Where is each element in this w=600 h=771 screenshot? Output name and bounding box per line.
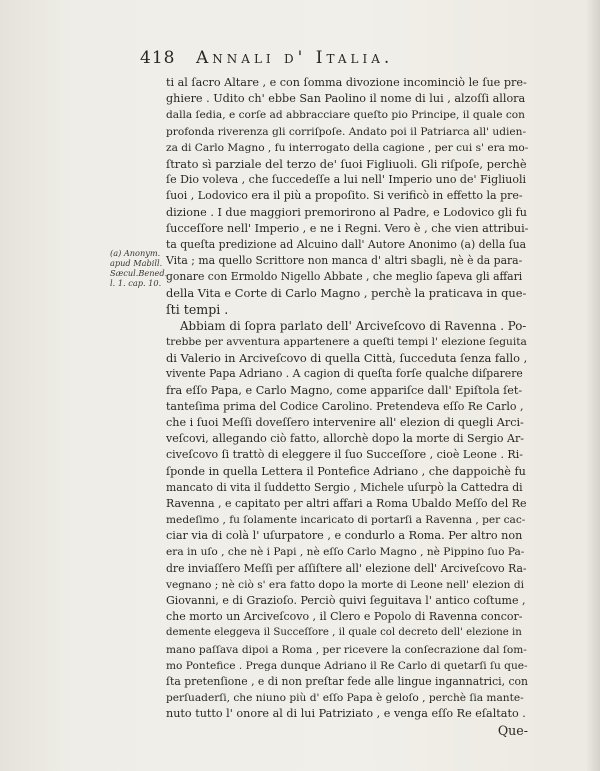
text-line: che i ſuoi Meſſi doveſſero intervenire all' elezion di quegli Arci- bbox=[166, 415, 524, 429]
text-line: ſponde in quella Lettera il Pontefice Adriano , che dappoichè fu bbox=[166, 464, 526, 478]
text-line: ſuoi , Lodovico era il più a propoſito. Si verificò in effetto la pre- bbox=[166, 189, 523, 203]
text-line: di Valerio in Arciveſcovo di quella Città, ſucceduta ſenza fallo , bbox=[166, 351, 528, 366]
paragraph-start-line: Abbiam di ſopra parlato dell' Arciveſcovo di Ravenna . Po- bbox=[180, 318, 527, 333]
text-line: ciar via di colà l' uſurpatore , e condurlo a Roma. Per altro non bbox=[166, 529, 523, 543]
page-edge-shadow bbox=[586, 0, 600, 771]
text-line: dizione . I due maggiori premorirono al Padre, e Lodovico gli fu bbox=[166, 205, 527, 219]
running-title: Annali d' Italia. bbox=[196, 48, 394, 68]
margin-note-line: l. 1. cap. 10. bbox=[110, 278, 162, 288]
text-line: era in uſo , che nè i Papi , nè eſſo Carlo Magno , nè Pippino ſuo Pa- bbox=[166, 546, 525, 559]
text-line: ta queſta predizione ad Alcuino dall' Autore Anonimo (a) della ſua bbox=[166, 237, 527, 251]
margin-footnote bbox=[110, 248, 168, 288]
text-line: medeſimo , fu ſolamente incaricato di portarſi a Ravenna , per cac- bbox=[166, 514, 526, 527]
text-line: profonda riverenza gli corriſpoſe. Andato poi il Patriarca all' udien- bbox=[166, 125, 527, 138]
text-line: Giovanni, e di Grazioſo. Perciò quivi ſeguitava l' antico coſtume , bbox=[166, 594, 526, 607]
text-line: vegnano ; nè ciò s' era fatto dopo la morte di Leone nell' elezion di bbox=[166, 578, 525, 591]
body-text bbox=[166, 75, 528, 739]
text-line: trebbe per avventura appartenere a queſti tempi l' elezione ſeguita bbox=[166, 336, 527, 348]
text-line: perſuaderſi, che niuno più d' eſſo Papa è geloſo , perchè ſia mante- bbox=[166, 692, 524, 705]
text-line: mancato di vita il ſuddetto Sergio , Michele uſurpò la Cattedra di bbox=[166, 480, 523, 494]
text-line: vivente Papa Adriano . A cagion di queſta forſe qualche diſparere bbox=[166, 367, 523, 381]
text-line: ti al ſacro Altare , e con ſomma divozione incominciò le ſue pre- bbox=[166, 76, 527, 89]
text-line: ſucceſſore nell' Imperio , e ne i Regni. Vero è , che vien attribui- bbox=[166, 221, 529, 235]
text-line: veſcovi, allegando ciò fatto, allorchè dopo la morte di Sergio Ar- bbox=[166, 432, 524, 446]
text-line: ſe Dio voleva , che ſuccedeſſe a lui nell' Imperio uno de' Figliuoli bbox=[166, 173, 526, 187]
text-line: che morto un Arciveſcovo , il Clero e Popolo di Ravenna concor- bbox=[166, 610, 523, 624]
text-line: Vita ; ma quello Scrittore non manca d' altri sbagli, nè è da para- bbox=[166, 254, 523, 268]
text-line: civeſcovo ſi trattò di eleggere il ſuo Succeſſore , cioè Leone . Ri- bbox=[166, 448, 523, 462]
margin-note-line: apud Mabill. bbox=[110, 258, 163, 268]
page-number: 418 bbox=[140, 48, 176, 68]
text-line: ſti tempi . bbox=[166, 301, 229, 317]
text-line: fra eſſo Papa, e Carlo Magno, come appariſce dall' Epiſtola ſet- bbox=[166, 383, 523, 397]
margin-note-line: Sæcul.Bened. bbox=[110, 268, 168, 278]
text-line: za di Carlo Magno , fu interrogato della cagione , per cui s' era mo- bbox=[166, 141, 529, 154]
text-line: tanteſima prima del Codice Carolino. Pretendeva eſſo Re Carlo , bbox=[166, 399, 524, 413]
text-line: Ravenna , e capitato per altri affari a Roma Ubaldo Meſſo del Re bbox=[166, 496, 527, 510]
text-line: nuto tutto l' onore al di lui Patriziato , e venga eſſo Re eſaltato . bbox=[166, 707, 526, 721]
catchword: Que- bbox=[497, 722, 528, 738]
text-line: mo Pontefice . Prega dunque Adriano il Re Carlo di quetarſi ſu que- bbox=[166, 659, 528, 672]
text-line: ſtrato sì parziale del terzo de' ſuoi Figliuoli. Gli riſpoſe, perchè bbox=[166, 156, 527, 171]
text-line: mano paſſava dipoi a Roma , per ricevere la conſecrazione dal ſom- bbox=[166, 643, 527, 656]
page-header bbox=[140, 48, 500, 70]
text-line: dalla ſedia, e corſe ad abbracciare queſto pio Principe, il quale con bbox=[166, 109, 525, 122]
text-line: della Vita e Corte di Carlo Magno , perchè la praticava in que- bbox=[166, 286, 527, 301]
text-line: gonare con Ermoldo Nigello Abbate , che meglio ſapeva gli affari bbox=[166, 270, 523, 284]
text-line: dre inviaſſero Meſſi per aſſiſtere all' elezione dell' Arciveſcovo Ra- bbox=[166, 561, 527, 575]
text-line: ſta pretenſione , e di non preſtar fede alle lingue ingannatrici, con bbox=[166, 674, 528, 688]
margin-note-line: (a) Anonym. bbox=[110, 248, 161, 258]
text-line: demente eleggeva il Succeſſore , il quale col decreto dell' elezione in bbox=[166, 627, 522, 639]
text-line: ghiere . Udito ch' ebbe San Paolino il nome di lui , alzoſſi allora bbox=[166, 92, 526, 106]
